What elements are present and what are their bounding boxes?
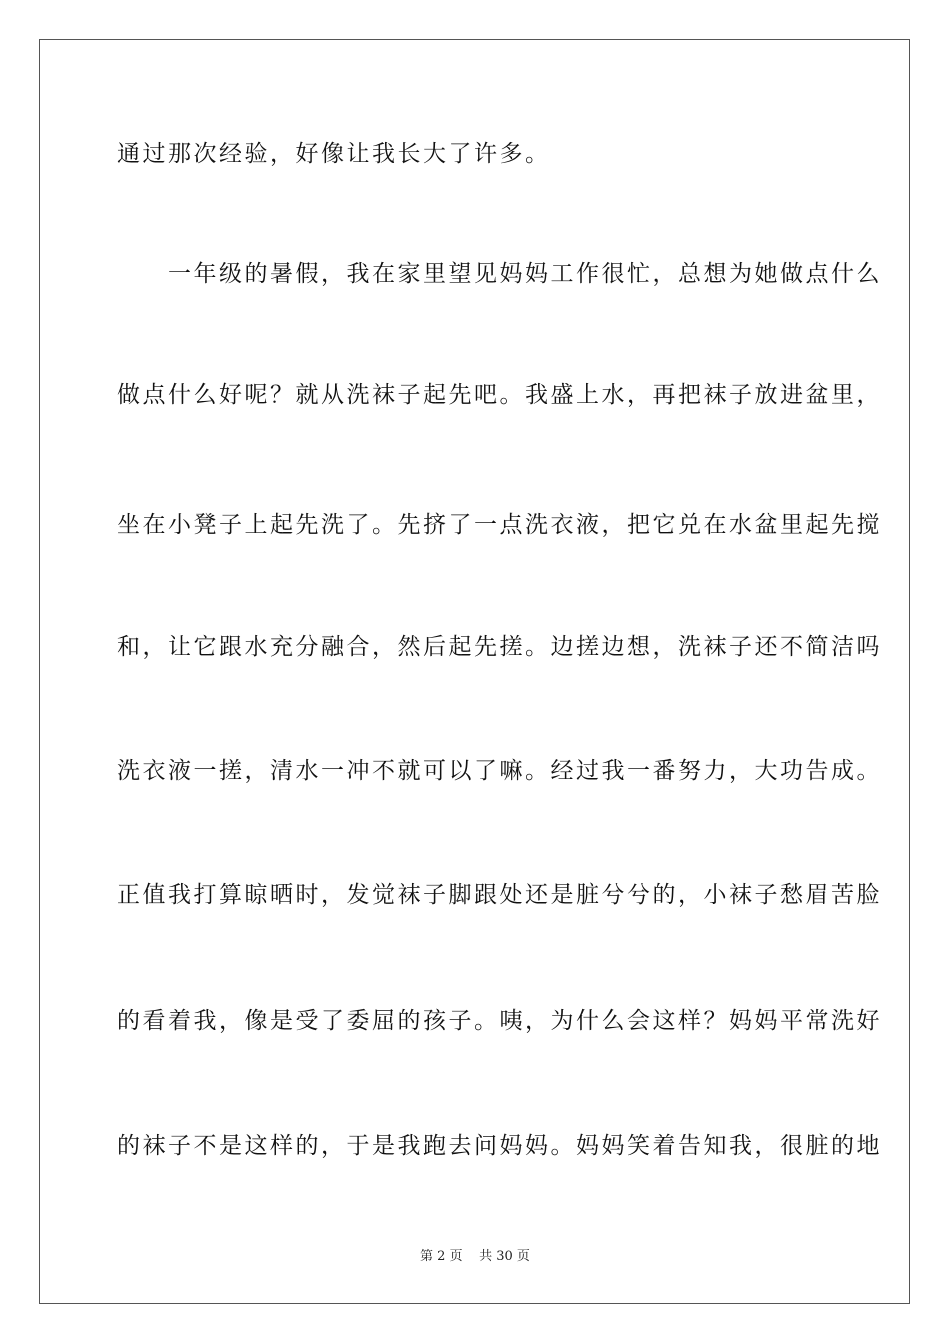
page-footer bbox=[0, 1248, 950, 1266]
text-line: 正值我打算晾晒时，发觉袜子脚跟处还是脏兮兮的，小袜子愁眉苦脸 bbox=[117, 882, 882, 908]
text-line: 坐在小凳子上起先洗了。先挤了一点洗衣液，把它兑在水盆里起先搅 bbox=[117, 512, 882, 538]
text-line: 做点什么好呢？就从洗袜子起先吧。我盛上水，再把袜子放进盆里， bbox=[117, 382, 882, 408]
text-line: 洗衣液一搓，清水一冲不就可以了嘛。经过我一番努力，大功告成。 bbox=[117, 758, 882, 784]
page-border bbox=[39, 39, 910, 1304]
text-line: 的看着我，像是受了委屈的孩子。咦，为什么会这样？妈妈平常洗好 bbox=[117, 1008, 882, 1034]
text-line: 一年级的暑假，我在家里望见妈妈工作很忙，总想为她做点什么 bbox=[117, 261, 882, 287]
page-total: 共 30 页 bbox=[479, 1249, 530, 1264]
page-number: 第 2 页 bbox=[420, 1249, 463, 1264]
text-line: 通过那次经验，好像让我长大了许多。 bbox=[117, 141, 551, 167]
text-line: 和，让它跟水充分融合，然后起先搓。边搓边想，洗袜子还不简洁吗 bbox=[117, 634, 882, 660]
text-line: 的袜子不是这样的，于是我跑去问妈妈。妈妈笑着告知我，很脏的地 bbox=[117, 1133, 882, 1159]
